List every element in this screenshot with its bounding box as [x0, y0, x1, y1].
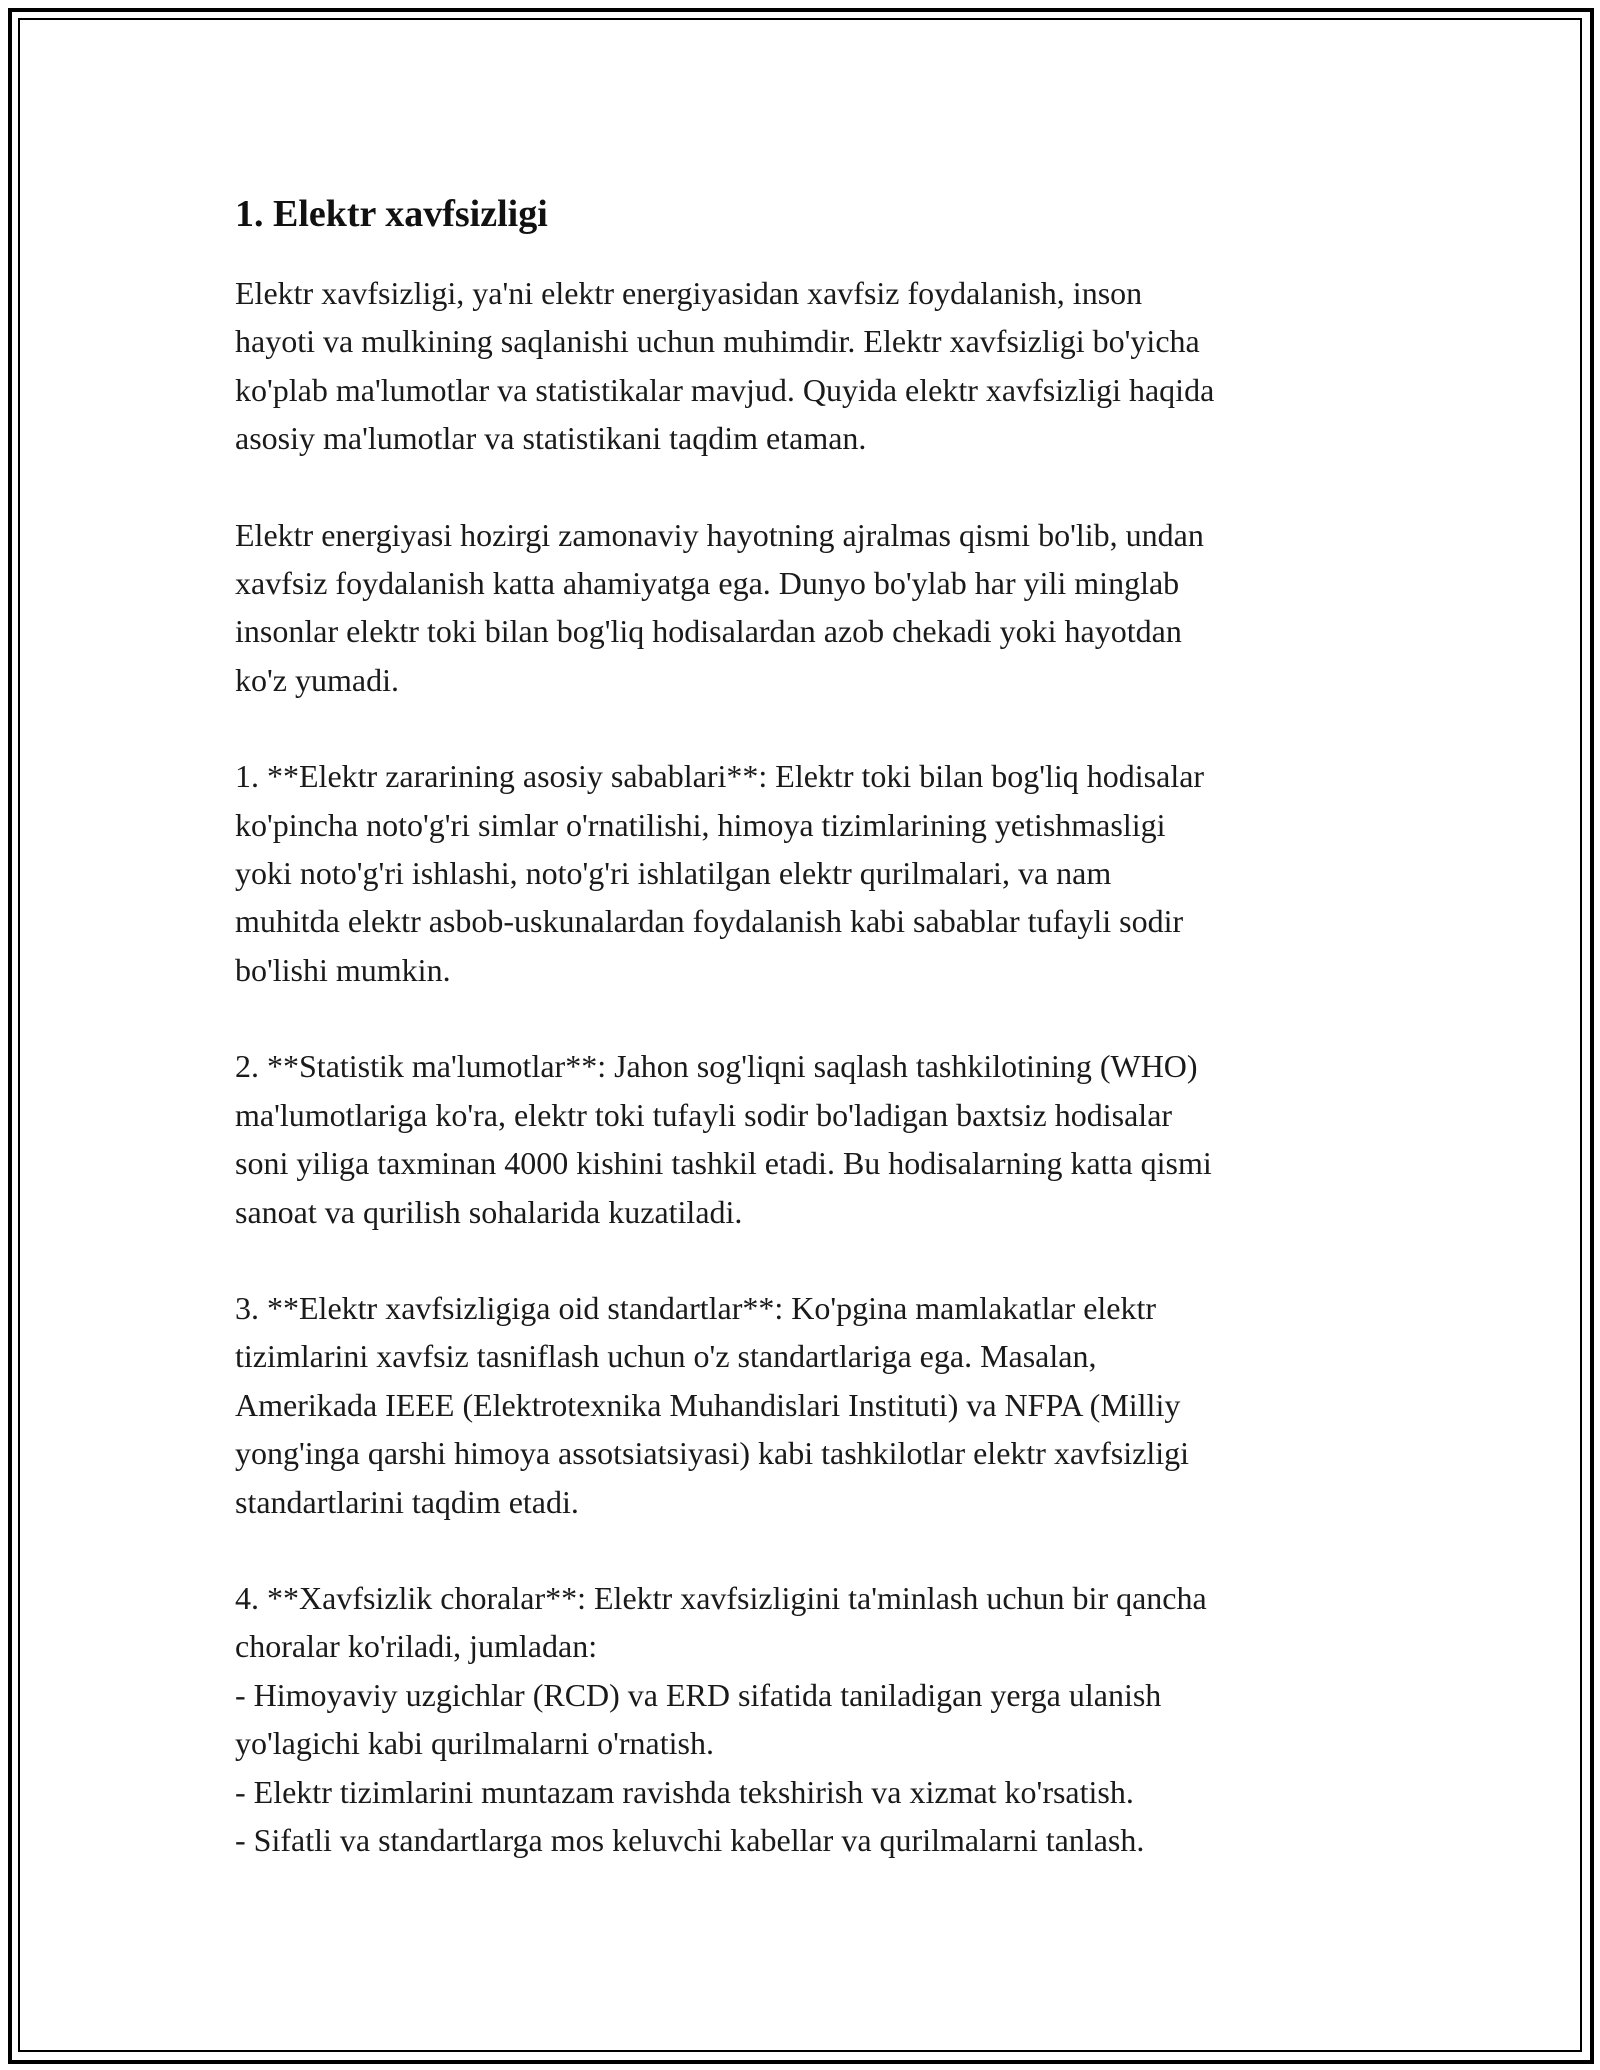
statistics-paragraph: 2. **Statistik ma'lumotlar**: Jahon sog'liqni saqlash tashkilotining (WHO) ma'lumotlariga ko'ra, elektr toki tufayli sodir bo'ladigan baxtsiz hodisalar soni yiliga taxminan 4000 kishini tashkil etadi. Bu hodisalarning katta qismi sanoat va qurilish sohalarida kuzatiladi. [235, 1048, 1212, 1230]
measures-paragraph: 4. **Xavfsizlik choralar**: Elektr xavfsizligini ta'minlash uchun bir qancha choralar ko'riladi, jumladan: - Himoyaviy uzgichlar (RCD) va ERD sifatida taniladigan yerga ulanish yo'lagichi kabi qurilmalarni o'rnatish. - Elektr tizimlarini muntazam ravishda tekshirish va xizmat ko'rsatish. - Sifatli va standartlarga mos keluvchi kabellar va qurilmalarni tanlash. [235, 1579, 1207, 1858]
standards-paragraph: 3. **Elektr xavfsizligiga oid standartlar**: Ko'pgina mamlakatlar elektr tizimlarini xavfsiz tasniflash uchun o'z standartlariga ega. Masalan, Amerikada IEEE (Elektrotexnika Muhandislari Instituti) va NFPA (Milliy yong'inga qarshi himoya assotsiatsiyasi) kabi tashkilotlar elektr xavfsizligi standartlarini taqdim etadi. [235, 1289, 1190, 1520]
intro-paragraph: Elektr xavfsizligi, ya'ni elektr energiyasidan xavfsiz foydalanish, inson hayoti va mulkining saqlanishi uchun muhimdir. Elektr xavfsizligi bo'yicha ko'plab ma'lumotlar va statistikalar mavjud. Quyida elektr xavfsizligi haqida asosiy ma'lumotlar va statistikani taqdim etaman. [235, 275, 1215, 457]
context-paragraph: Elektr energiyasi hozirgi zamonaviy hayotning ajralmas qismi bo'lib, undan xavfsiz foydalanish katta ahamiyatga ega. Dunyo bo'ylab har yili minglab insonlar elektr toki bilan bog'liq hodisalardan azob chekadi yoki hayotdan ko'z yumadi. [235, 516, 1204, 698]
document-body [235, 185, 1385, 1864]
causes-paragraph: 1. **Elektr zararining asosiy sabablari**: Elektr toki bilan bog'liq hodisalar ko'pincha noto'g'ri simlar o'rnatilishi, himoya tizimlarining yetishmasligi yoki noto'g'ri ishlashi, noto'g'ri ishlatilgan elektr qurilmalari, va nam muhitda elektr asbob-uskunalardan foydalanish kabi sabablar tufayli sodir bo'lishi mumkin. [235, 758, 1205, 988]
section-heading: 1. Elektr xavfsizligi [235, 193, 548, 235]
